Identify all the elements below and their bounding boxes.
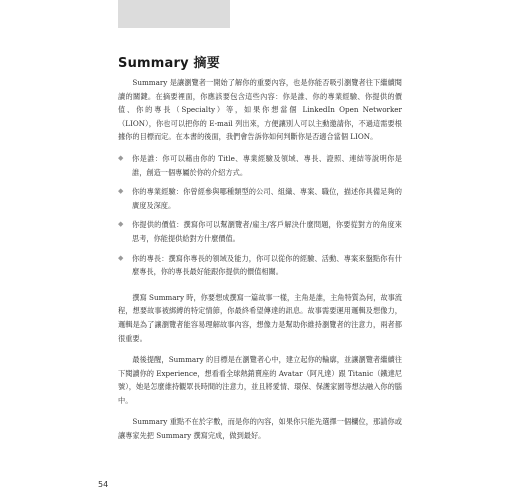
reminder-paragraph: 最後提醒，Summary 的目標是在瀏覽者心中，建立起你的輪廓，並讓瀏覽者繼續往下閱讀你的 Experience，想看看全球熱銷賣座的 Avatar（阿凡達）跟 Titanic（鐵達尼號），她是怎麼維持觀眾長時間的注意力，並且將愛情、環保、保護家園等想法融入你的腦中。 <box>118 355 402 405</box>
story-paragraph: 撰寫 Summary 時，你要想成撰寫一篇故事一樣，主角是誰，主角特質為何，故事流程，想要故事被綁縛的特定情節，你最終希望傳達的訊息。故事需要運用邏輯及想像力，邏輯是為了讓瀏覽者能容易理解故事內容，想像力是幫助你維持瀏覽者的注意力，兩者都很重要。 <box>118 292 402 343</box>
diamond-bullet-icon: ◆ <box>118 187 124 196</box>
page-content <box>118 76 402 451</box>
list-item <box>118 185 402 212</box>
list-item <box>118 152 402 179</box>
focus-paragraph: Summary 重點不在於字數，而是你的內容，如果你只能先選擇一個欄位，那請你或讓專家先把 Summary 撰寫完成，做到最好。 <box>118 417 402 441</box>
bullet-text: 你的專長：撰寫你專長的領域及能力，你可以從你的經驗、活動、專案來盤點你有什麼專長，你的專長最好能跟你提供的價值相關。 <box>132 253 402 277</box>
diamond-bullet-icon: ◆ <box>118 253 124 262</box>
top-gray-bar <box>118 0 230 28</box>
bullet-list <box>118 152 402 279</box>
section-heading: Summary 摘要 <box>118 56 220 71</box>
list-item <box>118 218 402 245</box>
diamond-bullet-icon: ◆ <box>118 153 124 162</box>
bullet-text: 你是誰：你可以藉由你的 Title、專業經驗及領域、專長、證照、連結等說明你是誰，創造一個專屬於你的介紹方式。 <box>132 153 402 177</box>
bullet-text: 你提供的價值：撰寫你可以幫瀏覽者/雇主/客戶解決什麼問題，你要從對方的角度來思考，你能提供給對方什麼價值。 <box>132 220 402 243</box>
bullet-text: 你的專業經驗：你曾經參與哪種類型的公司、組織、專案、職位，描述你具備足夠的廣度及深度。 <box>132 187 402 210</box>
diamond-bullet-icon: ◆ <box>118 220 124 229</box>
intro-paragraph: Summary 是讓瀏覽者一開始了解你的重要內容，也是你能否吸引瀏覽者往下繼續閱讀的關鍵。在摘要裡面，你應該要包含這些內容：你是誰、你的專業經驗、你提供的價值、你的專長（Specialty）等，如果你想當個 LinkedIn Open Networker（LION），你也可以把你的 E-mail 列出來，方便讓別人可以主動邀請你，不過這需要根據你的目標而定。在本書的後面，我們會告訴你如何判斷你是否適合當個 LION。 <box>118 78 402 142</box>
page-number: 54 <box>98 480 109 489</box>
list-item <box>118 252 402 279</box>
